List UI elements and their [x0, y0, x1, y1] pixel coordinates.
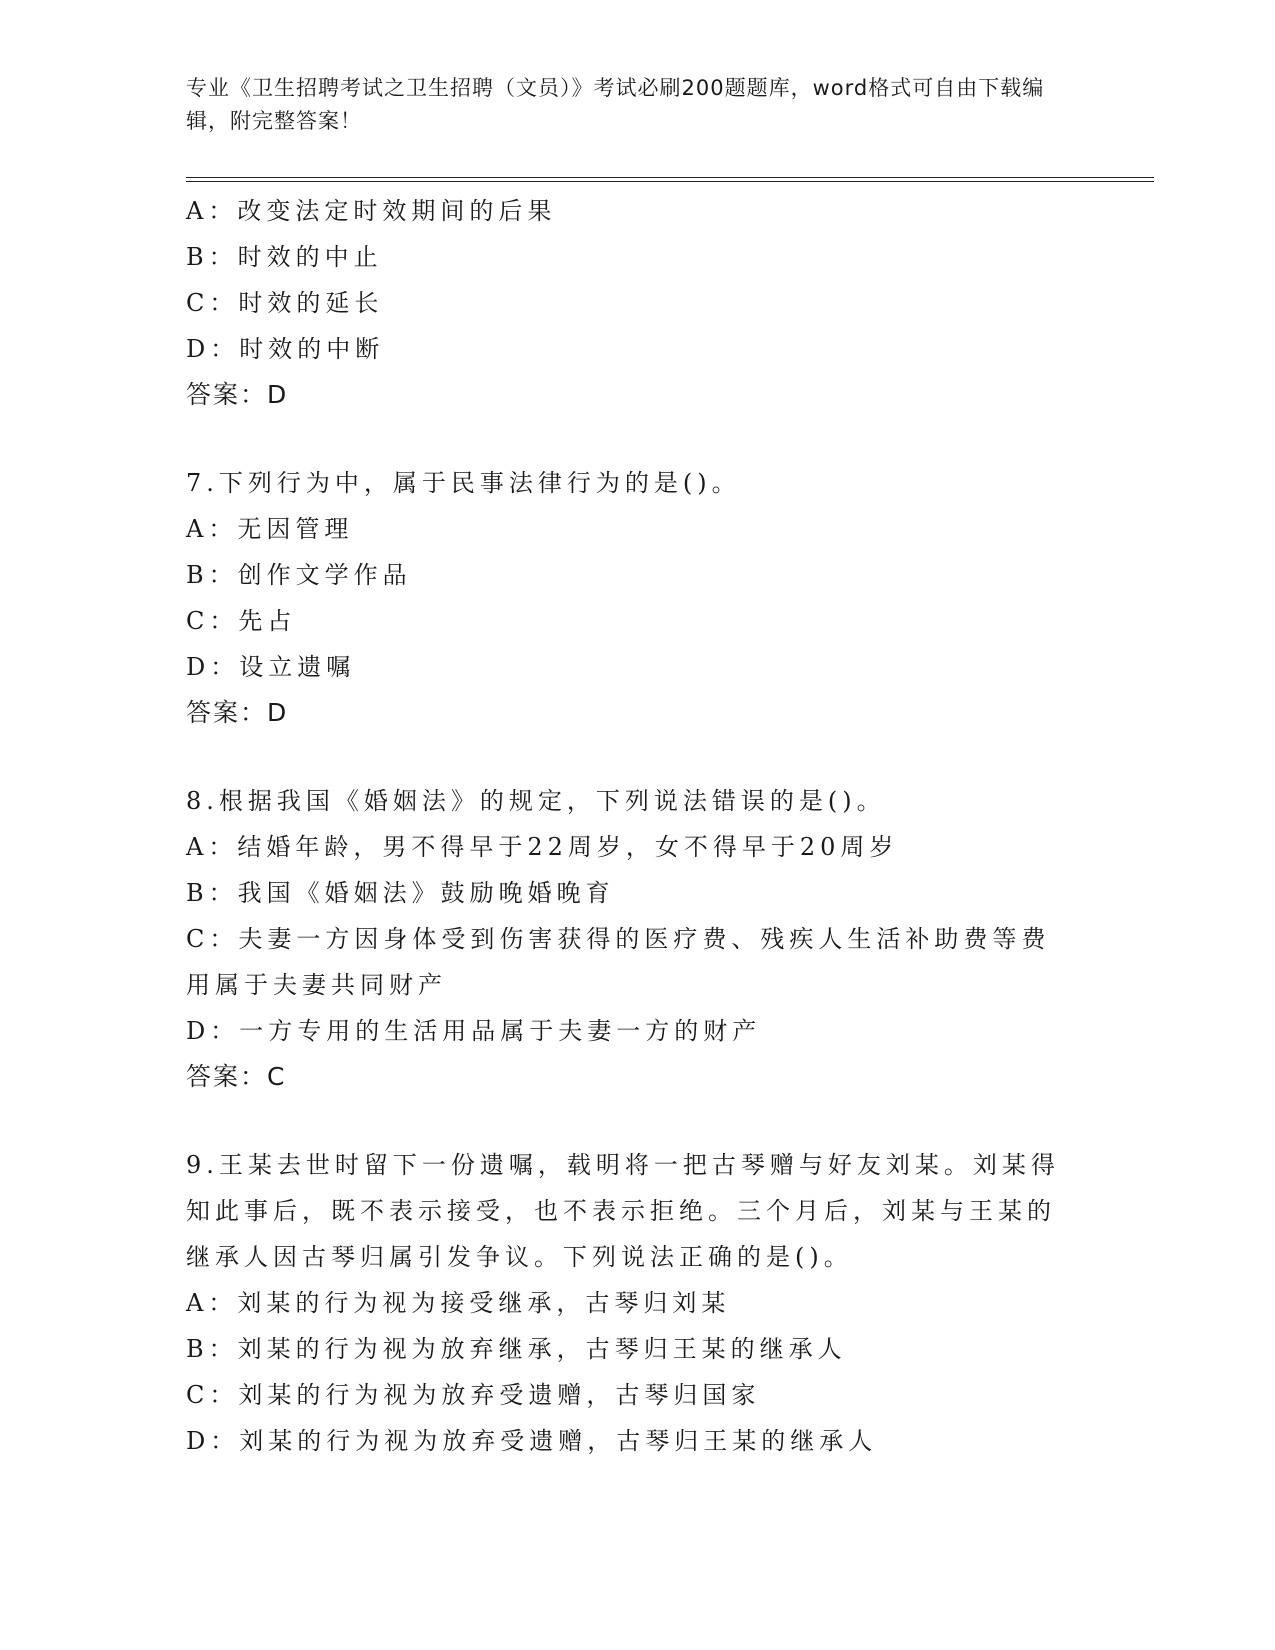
option-d: D：刘某的行为视为放弃受遗赠，古琴归王某的继承人	[186, 1427, 878, 1455]
option-c: C：刘某的行为视为放弃受遗赠，古琴归国家	[186, 1381, 761, 1409]
option-d: D：时效的中断	[186, 335, 385, 363]
option-a: A：无因管理	[186, 515, 354, 543]
option-b: B：刘某的行为视为放弃继承，古琴归王某的继承人	[186, 1335, 847, 1363]
question-6	[186, 188, 1086, 418]
option-c: C：先占	[186, 607, 297, 635]
answer: 答案：D	[186, 698, 289, 727]
header-divider-bottom	[186, 181, 1154, 182]
option-a: A：结婚年龄，男不得早于22周岁，女不得早于20周岁	[186, 833, 899, 861]
option-d: D：一方专用的生活用品属于夫妻一方的财产	[186, 1017, 762, 1045]
option-c: C：时效的延长	[186, 289, 384, 317]
option-b: B：时效的中止	[186, 243, 383, 271]
option-b: B：创作文学作品	[186, 561, 412, 589]
question-8	[186, 778, 1086, 1100]
question-text: 8.根据我国《婚姻法》的规定，下列说法错误的是()。	[186, 787, 886, 815]
answer: 答案：D	[186, 380, 289, 409]
question-text: 9.王某去世时留下一份遗嘱，载明将一把古琴赠与好友刘某。刘某得知此事后，既不表示接受，也不表示拒绝。三个月后，刘某与王某的继承人因古琴归属引发争议。下列说法正确的是()。	[186, 1151, 1060, 1271]
answer: 答案：C	[186, 1062, 287, 1091]
header-divider-top	[186, 177, 1154, 178]
option-b: B：我国《婚姻法》鼓励晚婚晚育	[186, 879, 615, 907]
question-7	[186, 460, 1086, 736]
document-header: 专业《卫生招聘考试之卫生招聘（文员）》考试必刷200题题库，word格式可自由下载编辑，附完整答案！	[186, 76, 1045, 133]
option-d: D：设立遗嘱	[186, 653, 356, 681]
option-a: A：改变法定时效期间的后果	[186, 197, 557, 225]
question-text: 7.下列行为中，属于民事法律行为的是()。	[186, 469, 741, 497]
option-c: C：夫妻一方因身体受到伤害获得的医疗费、残疾人生活补助费等费用属于夫妻共同财产	[186, 925, 1051, 999]
question-9	[186, 1142, 1086, 1464]
option-a: A：刘某的行为视为接受继承，古琴归刘某	[186, 1289, 731, 1317]
question-list	[186, 188, 1086, 1464]
